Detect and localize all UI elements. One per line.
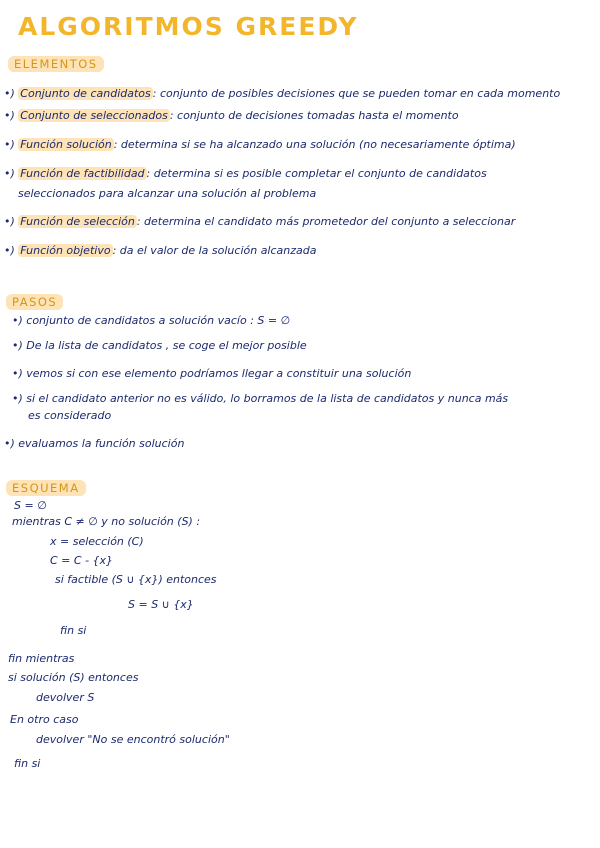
elemento-term: Función de factibilidad — [20, 167, 145, 180]
elemento-term: Función solución — [20, 138, 112, 151]
esquema-header: ESQUEMA — [6, 480, 86, 496]
elemento-desc: : determina el candidato más prometedor del conjunto a seleccionar — [136, 215, 516, 228]
code-line: En otro caso — [10, 713, 79, 726]
bullet-icon: •) — [4, 215, 19, 228]
code-line: si factible (S ∪ {x}) entonces — [55, 573, 217, 586]
pasos-header: PASOS — [6, 294, 63, 310]
elemento-desc: : conjunto de decisiones tomadas hasta el momento — [169, 109, 459, 122]
bullet-icon: •) — [4, 138, 19, 151]
paso-item: •) De la lista de candidatos , se coge el mejor posible — [12, 339, 307, 352]
elemento-term: Conjunto de seleccionados — [20, 109, 168, 122]
elemento-term: Función objetivo — [20, 244, 111, 257]
bullet-icon: •) — [4, 244, 19, 257]
elemento-item — [4, 164, 487, 184]
elemento-term: Función de selección — [20, 215, 135, 228]
elemento-item — [4, 106, 459, 126]
code-line: C = C - {x} — [50, 554, 114, 567]
code-line: devolver S — [36, 691, 95, 704]
code-line: fin si — [14, 757, 41, 770]
code-line: S = ∅ — [14, 499, 47, 512]
code-line: fin mientras — [8, 652, 75, 665]
code-line: fin si — [60, 624, 87, 637]
elemento-desc-cont: seleccionados para alcanzar una solución al problema — [18, 187, 317, 200]
elemento-item — [4, 212, 515, 232]
elemento-term: Conjunto de candidatos — [20, 87, 151, 100]
paso-item: •) vemos si con ese elemento podríamos llegar a constituir una solución — [12, 367, 412, 380]
bullet-icon: •) — [4, 109, 19, 122]
elemento-item — [4, 135, 516, 155]
elemento-desc: : determina si es posible completar el conjunto de candidatos — [146, 167, 487, 180]
elemento-desc: : conjunto de posibles decisiones que se pueden tomar en cada momento — [152, 87, 561, 100]
code-line: x = selección (C) — [50, 535, 144, 548]
elemento-desc: : da el valor de la solución alcanzada — [112, 244, 317, 257]
elemento-item — [4, 84, 560, 104]
page-title: ALGORITMOS GREEDY — [18, 12, 359, 41]
elementos-header: ELEMENTOS — [8, 56, 104, 72]
paso-item: •) si el candidato anterior no es válido, lo borramos de la lista de candidatos y nunca más — [12, 392, 509, 405]
code-line: si solución (S) entonces — [8, 671, 139, 684]
code-line: mientras C ≠ ∅ y no solución (S) : — [12, 515, 201, 528]
bullet-icon: •) — [4, 87, 19, 100]
code-line: devolver "No se encontró solución" — [36, 733, 230, 746]
elemento-item — [4, 241, 317, 261]
elemento-desc: : determina si se ha alcanzado una solución (no necesariamente óptima) — [113, 138, 516, 151]
code-line: S = S ∪ {x} — [128, 598, 194, 611]
paso-item: •) conjunto de candidatos a solución vacío : S = ∅ — [12, 314, 291, 327]
bullet-icon: •) — [4, 167, 19, 180]
paso-item-cont: es considerado — [28, 409, 112, 422]
paso-item: •) evaluamos la función solución — [4, 437, 185, 450]
